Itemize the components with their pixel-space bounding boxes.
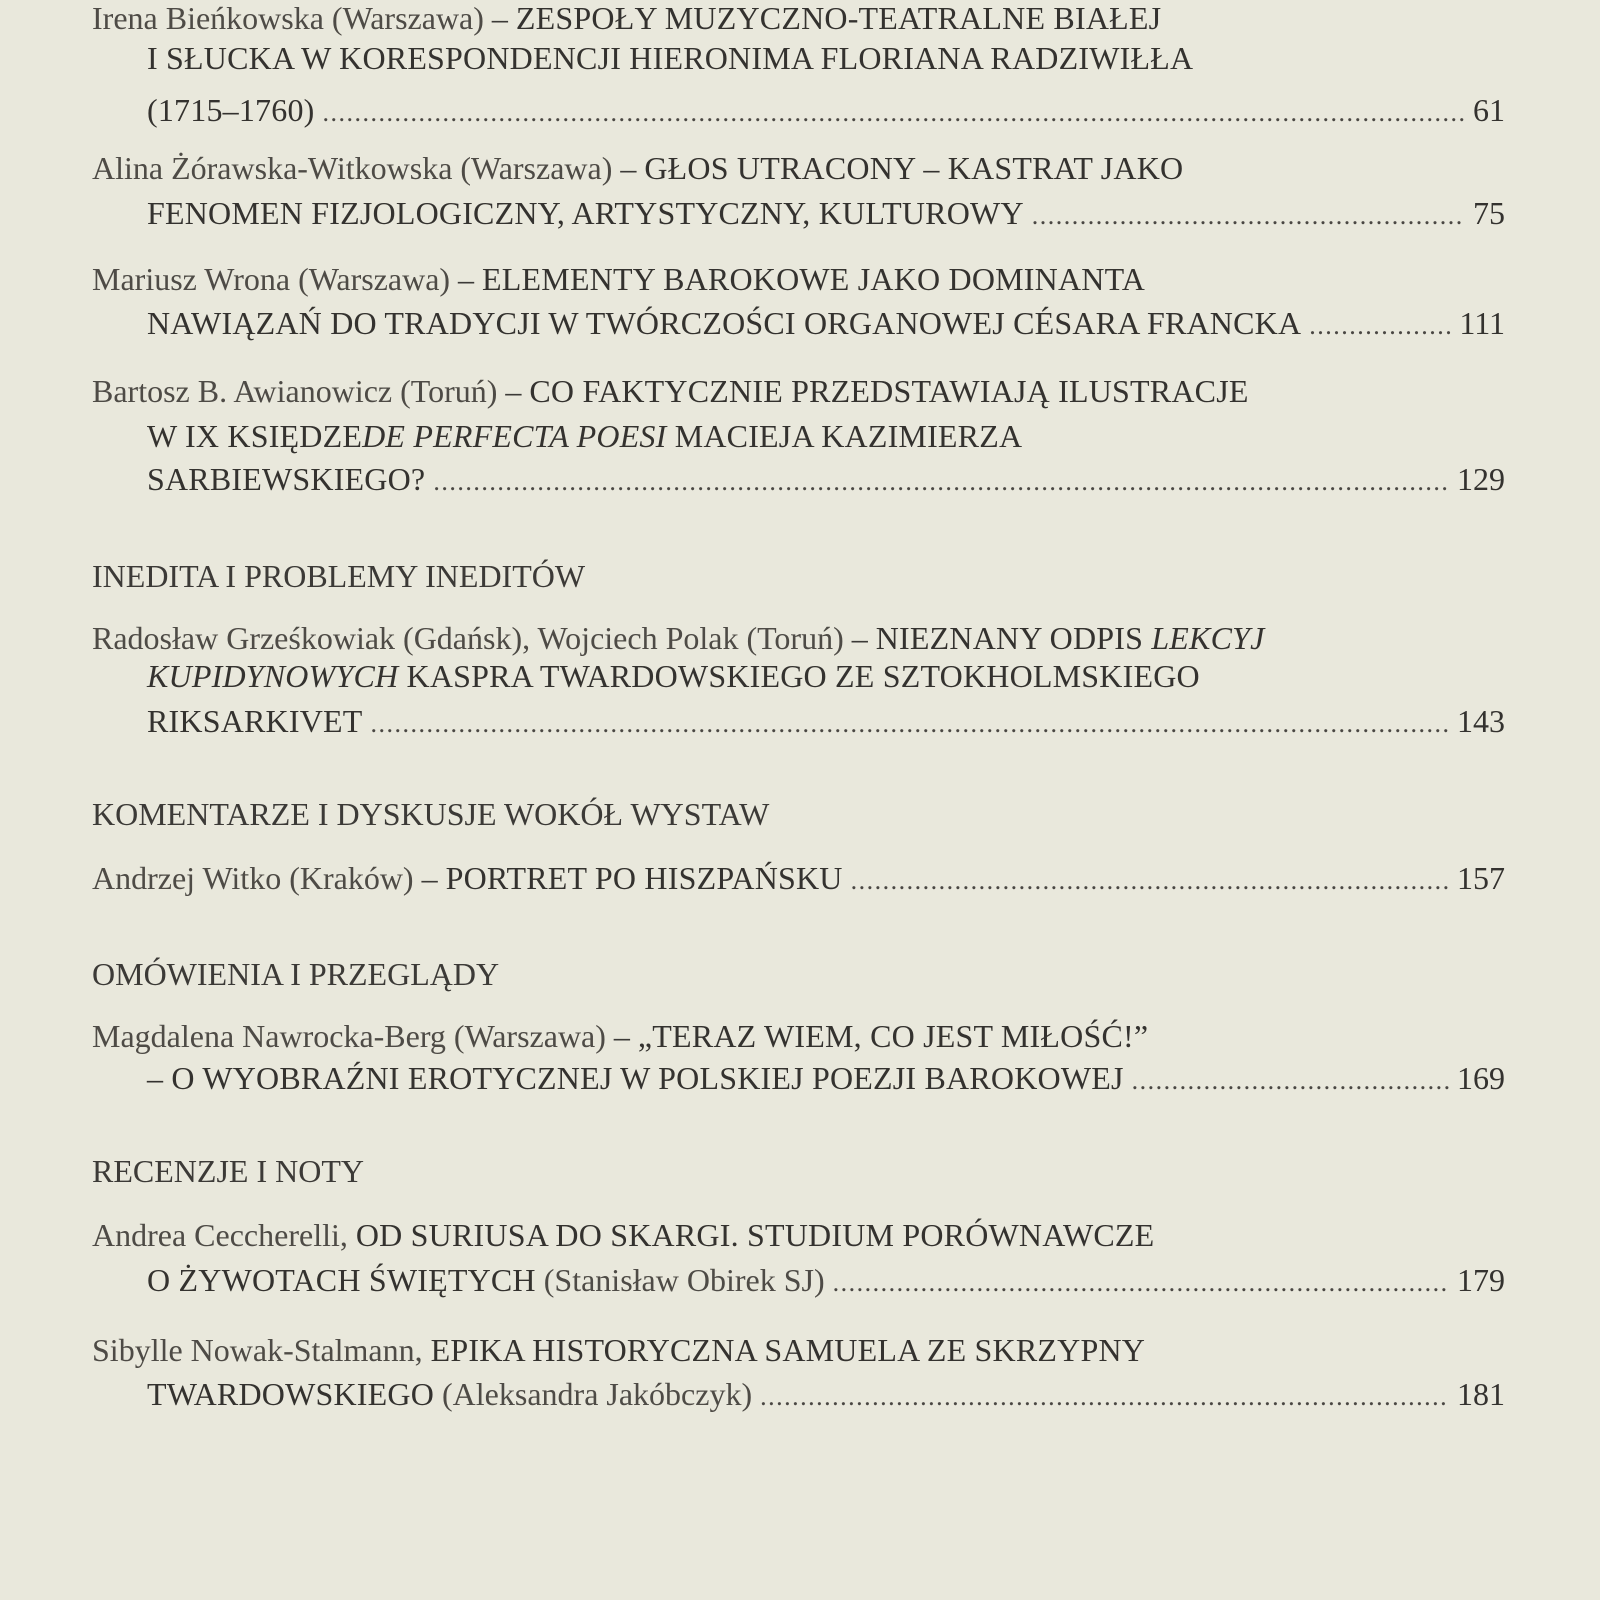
page-number: 129 — [1457, 461, 1505, 497]
entry-title: FENOMEN FIZJOLOGICZNY, ARTYSTYCZNY, KULTUROWY — [147, 195, 1024, 231]
entry-title: NAWIĄZAŃ DO TRADYCJI W TWÓRCZOŚCI ORGANOWEJ CÉSARA FRANCKA — [147, 305, 1302, 341]
page-number: 143 — [1457, 703, 1505, 739]
toc-entry-line — [147, 705, 1505, 737]
separator: – — [491, 0, 508, 36]
entry-title: NIEZNANY ODPIS — [875, 620, 1152, 656]
entry-title: „TERAZ WIEM, CO JEST MIŁOŚĆ!” — [637, 1018, 1149, 1054]
entry-title: W IX KSIĘDZE — [147, 418, 363, 454]
entry-title: MACIEJA KAZIMIERZA — [666, 418, 1023, 454]
dot-leader — [760, 1384, 1449, 1410]
entry-reviewer: (Stanisław Obirek SJ) — [543, 1262, 825, 1298]
entry-title: SARBIEWSKIEGO? — [147, 461, 426, 497]
toc-entry-line — [147, 197, 1505, 229]
entry-title: I SŁUCKA W KORESPONDENCJI HIERONIMA FLORIANA RADZIWIŁŁA — [147, 40, 1194, 76]
entry-reviewer: (Aleksandra Jakóbczyk) — [442, 1376, 753, 1412]
entry-author: Alina Żórawska-Witkowska (Warszawa) — [92, 150, 613, 186]
entry-title: OD SURIUSA DO SKARGI. STUDIUM PORÓWNAWCZE — [355, 1217, 1155, 1253]
entry-title-italic: LEKCYJ — [1151, 620, 1265, 656]
page-number: 169 — [1457, 1060, 1505, 1096]
entry-title: O ŻYWOTACH ŚWIĘTYCH — [147, 1262, 536, 1298]
entry-title: GŁOS UTRACONY – KASTRAT JAKO — [644, 150, 1184, 186]
entry-author: Mariusz Wrona (Warszawa) — [92, 261, 451, 297]
separator: – — [421, 860, 438, 896]
toc-entry-line — [147, 42, 1505, 74]
dot-leader — [1032, 203, 1465, 229]
entry-title: RIKSARKIVET — [147, 703, 363, 739]
entry-author: Andrea Ceccherelli, — [92, 1217, 348, 1253]
entry-author: Andrzej Witko (Kraków) — [92, 860, 414, 896]
dot-leader — [433, 469, 1449, 495]
toc-entry-line — [147, 463, 1505, 495]
toc-entry-line — [92, 1020, 1505, 1052]
separator: – — [458, 261, 475, 297]
entry-title-italic: KUPIDYNOWYCH — [147, 658, 399, 694]
dot-leader — [371, 711, 1449, 737]
entry-title-italic: DE PERFECTA POESI — [362, 418, 667, 454]
entry-title: (1715–1760) — [147, 92, 315, 128]
section-heading: INEDITA I PROBLEMY INEDITÓW — [92, 558, 586, 594]
toc-entry-line — [92, 622, 1505, 654]
section-heading: RECENZJE I NOTY — [92, 1153, 364, 1189]
dot-leader — [851, 868, 1449, 894]
toc-entry-line — [92, 375, 1505, 407]
section-heading: OMÓWIENIA I PRZEGLĄDY — [92, 956, 500, 992]
dot-leader — [1309, 313, 1451, 339]
separator: – — [613, 1018, 630, 1054]
page-number: 111 — [1459, 305, 1505, 341]
page-number: 75 — [1473, 195, 1505, 231]
entry-title: KASPRA TWARDOWSKIEGO ZE SZTOKHOLMSKIEGO — [398, 658, 1200, 694]
entry-author: Radosław Grześkowiak (Gdańsk), Wojciech Polak (Toruń) — [92, 620, 844, 656]
dot-leader — [833, 1270, 1449, 1296]
entry-author: Irena Bieńkowska (Warszawa) — [92, 0, 484, 36]
toc-entry-line — [147, 307, 1505, 339]
toc-entry-line — [92, 2, 1505, 34]
toc-entry-line — [147, 420, 1505, 452]
toc-entry-line — [147, 94, 1505, 126]
page-number: 61 — [1473, 92, 1505, 128]
dot-leader — [323, 100, 1465, 126]
toc-entry-line — [92, 862, 1505, 894]
section-heading: KOMENTARZE I DYSKUSJE WOKÓŁ WYSTAW — [92, 796, 770, 832]
page-number: 179 — [1457, 1262, 1505, 1298]
toc-entry-line — [147, 1378, 1505, 1410]
page-number: 157 — [1457, 860, 1505, 896]
entry-title: EPIKA HISTORYCZNA SAMUELA ZE SKRZYPNY — [430, 1332, 1146, 1368]
entry-author: Bartosz B. Awianowicz (Toruń) — [92, 373, 498, 409]
entry-author: Sibylle Nowak-Stalmann, — [92, 1332, 423, 1368]
entry-title: CO FAKTYCZNIE PRZEDSTAWIAJĄ ILUSTRACJE — [529, 373, 1249, 409]
entry-title: ELEMENTY BAROKOWE JAKO DOMINANTA — [482, 261, 1146, 297]
toc-entry-line — [147, 1264, 1505, 1296]
entry-author: Magdalena Nawrocka-Berg (Warszawa) — [92, 1018, 606, 1054]
separator: – — [620, 150, 637, 186]
entry-title: – O WYOBRAŹNI EROTYCZNEJ W POLSKIEJ POEZJI BAROKOWEJ — [147, 1060, 1124, 1096]
toc-entry-line — [92, 1334, 1505, 1366]
page-number: 181 — [1457, 1376, 1505, 1412]
toc-entry-line — [92, 152, 1505, 184]
toc-entry-line — [147, 660, 1505, 692]
toc-entry-line — [92, 1219, 1505, 1251]
entry-title: TWARDOWSKIEGO — [147, 1376, 435, 1412]
toc-entry-line — [92, 263, 1505, 295]
toc-entry-line — [147, 1062, 1505, 1094]
dot-leader — [1132, 1068, 1449, 1094]
separator: – — [505, 373, 522, 409]
separator: – — [851, 620, 868, 656]
entry-title: PORTRET PO HISZPAŃSKU — [445, 860, 843, 896]
entry-title: ZESPOŁY MUZYCZNO-TEATRALNE BIAŁEJ — [515, 0, 1162, 36]
